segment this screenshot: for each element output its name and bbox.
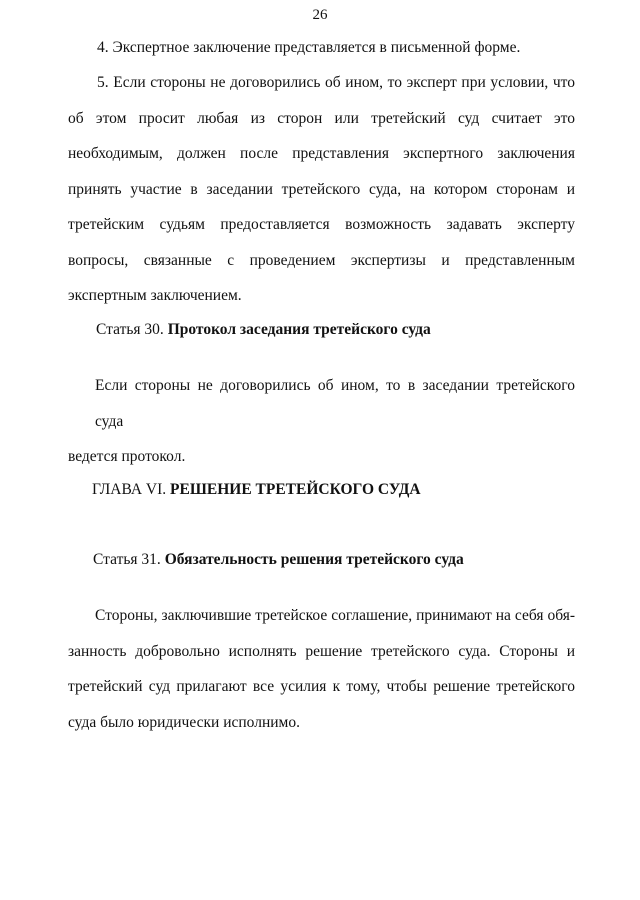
page-number: 26 bbox=[312, 7, 328, 23]
article-31-body-rest: занность добровольно исполнять решение третейского суда. Стороны и третейский суд прилагают все усилия к тому, чтобы решение третейского суда было юридически исполнимо. bbox=[68, 642, 575, 731]
paragraph-item-4: 4. Экспертное заключение представляется в письменной форме. bbox=[97, 39, 521, 56]
article-30-title: Протокол заседания третейского суда bbox=[167, 321, 431, 338]
article-30-body bbox=[68, 368, 575, 475]
article-31-title: Обязательность решения третейского суда bbox=[164, 551, 464, 568]
article-30-prefix: Статья 30. bbox=[96, 321, 164, 338]
article-31-body bbox=[68, 598, 575, 740]
article-31-heading bbox=[93, 550, 464, 570]
article-30-body-rest: ведется протокол. bbox=[68, 448, 186, 465]
article-31-body-first-line: Стороны, заключившие третейское соглашение, принимают на себя обя- bbox=[95, 607, 575, 624]
chapter-heading bbox=[92, 480, 421, 500]
paragraph-item-5-rest: об этом просит любая из сторон или третейский суд считает это необходимым, должен после представления экспертного заключения принять участие в заседании третейского суда, на котором сторонам и третейским судьям предоставляется возможность задавать эксперту вопросы, связанные с проведением экспертизы и представленным экспертным заключением. bbox=[68, 109, 575, 304]
article-31-prefix: Статья 31. bbox=[93, 551, 161, 568]
chapter-title: РЕШЕНИЕ ТРЕТЕЙСКОГО СУДА bbox=[170, 481, 421, 498]
paragraph-item-5-first-line: 5. Если стороны не договорились об ином, то эксперт при условии, что bbox=[97, 74, 575, 91]
article-30-body-first-line: Если стороны не договорились об ином, то в заседании третейского суда bbox=[95, 377, 575, 430]
article-30-heading bbox=[96, 320, 431, 340]
paragraph-item-5 bbox=[68, 65, 575, 314]
chapter-prefix: ГЛАВА VI. bbox=[92, 481, 167, 498]
